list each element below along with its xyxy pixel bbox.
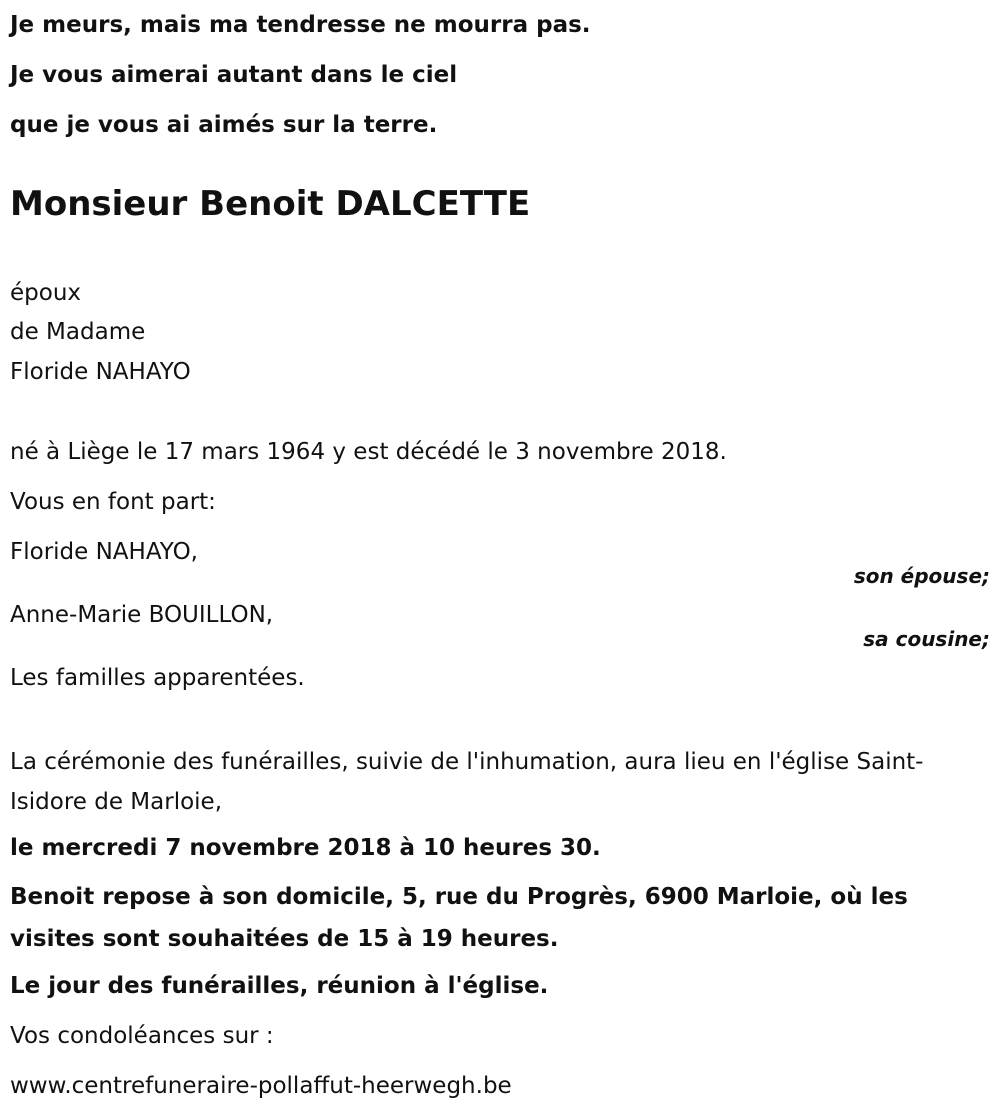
spouse-line-1: époux — [10, 280, 82, 306]
ceremony-datetime: le mercredi 7 novembre 2018 à 10 heures 30. — [10, 835, 601, 861]
families-text: Les familles apparentées. — [10, 665, 305, 691]
quote-line-1: Je meurs, mais ma tendresse ne mourra pas. — [10, 12, 591, 38]
deceased-name: Monsieur Benoit DALCETTE — [10, 184, 531, 224]
birth-death-text: né à Liège le 17 mars 1964 y est décédé le 3 novembre 2018. — [10, 439, 727, 465]
quote-line-2: Je vous aimerai autant dans le ciel — [10, 62, 458, 88]
announcer-name: Floride NAHAYO, — [10, 539, 198, 565]
condolences-link[interactable]: www.centrefuneraire-pollaffut-heerwegh.be — [10, 1073, 512, 1099]
meeting-text: Le jour des funérailles, réunion à l'église. — [10, 973, 549, 999]
spouse-line-2: de Madame — [10, 319, 146, 345]
announcers-intro: Vous en font part: — [10, 489, 216, 515]
announcer-relation: sa cousine; — [863, 627, 990, 651]
announcer-relation: son épouse; — [853, 564, 990, 588]
visitation-text: Benoit repose à son domicile, 5, rue du Progrès, 6900 Marloie, où les visites sont souhaitées de 15 à 19 heures. — [10, 884, 908, 952]
ceremony-text: La cérémonie des funérailles, suivie de l'inhumation, aura lieu en l'église Saint-Isidore de Marloie, — [10, 749, 924, 815]
announcer-name: Anne-Marie BOUILLON, — [10, 602, 274, 628]
quote-line-3: que je vous ai aimés sur la terre. — [10, 112, 438, 138]
spouse-line-3: Floride NAHAYO — [10, 359, 191, 385]
condolences-label: Vos condoléances sur : — [10, 1023, 274, 1049]
